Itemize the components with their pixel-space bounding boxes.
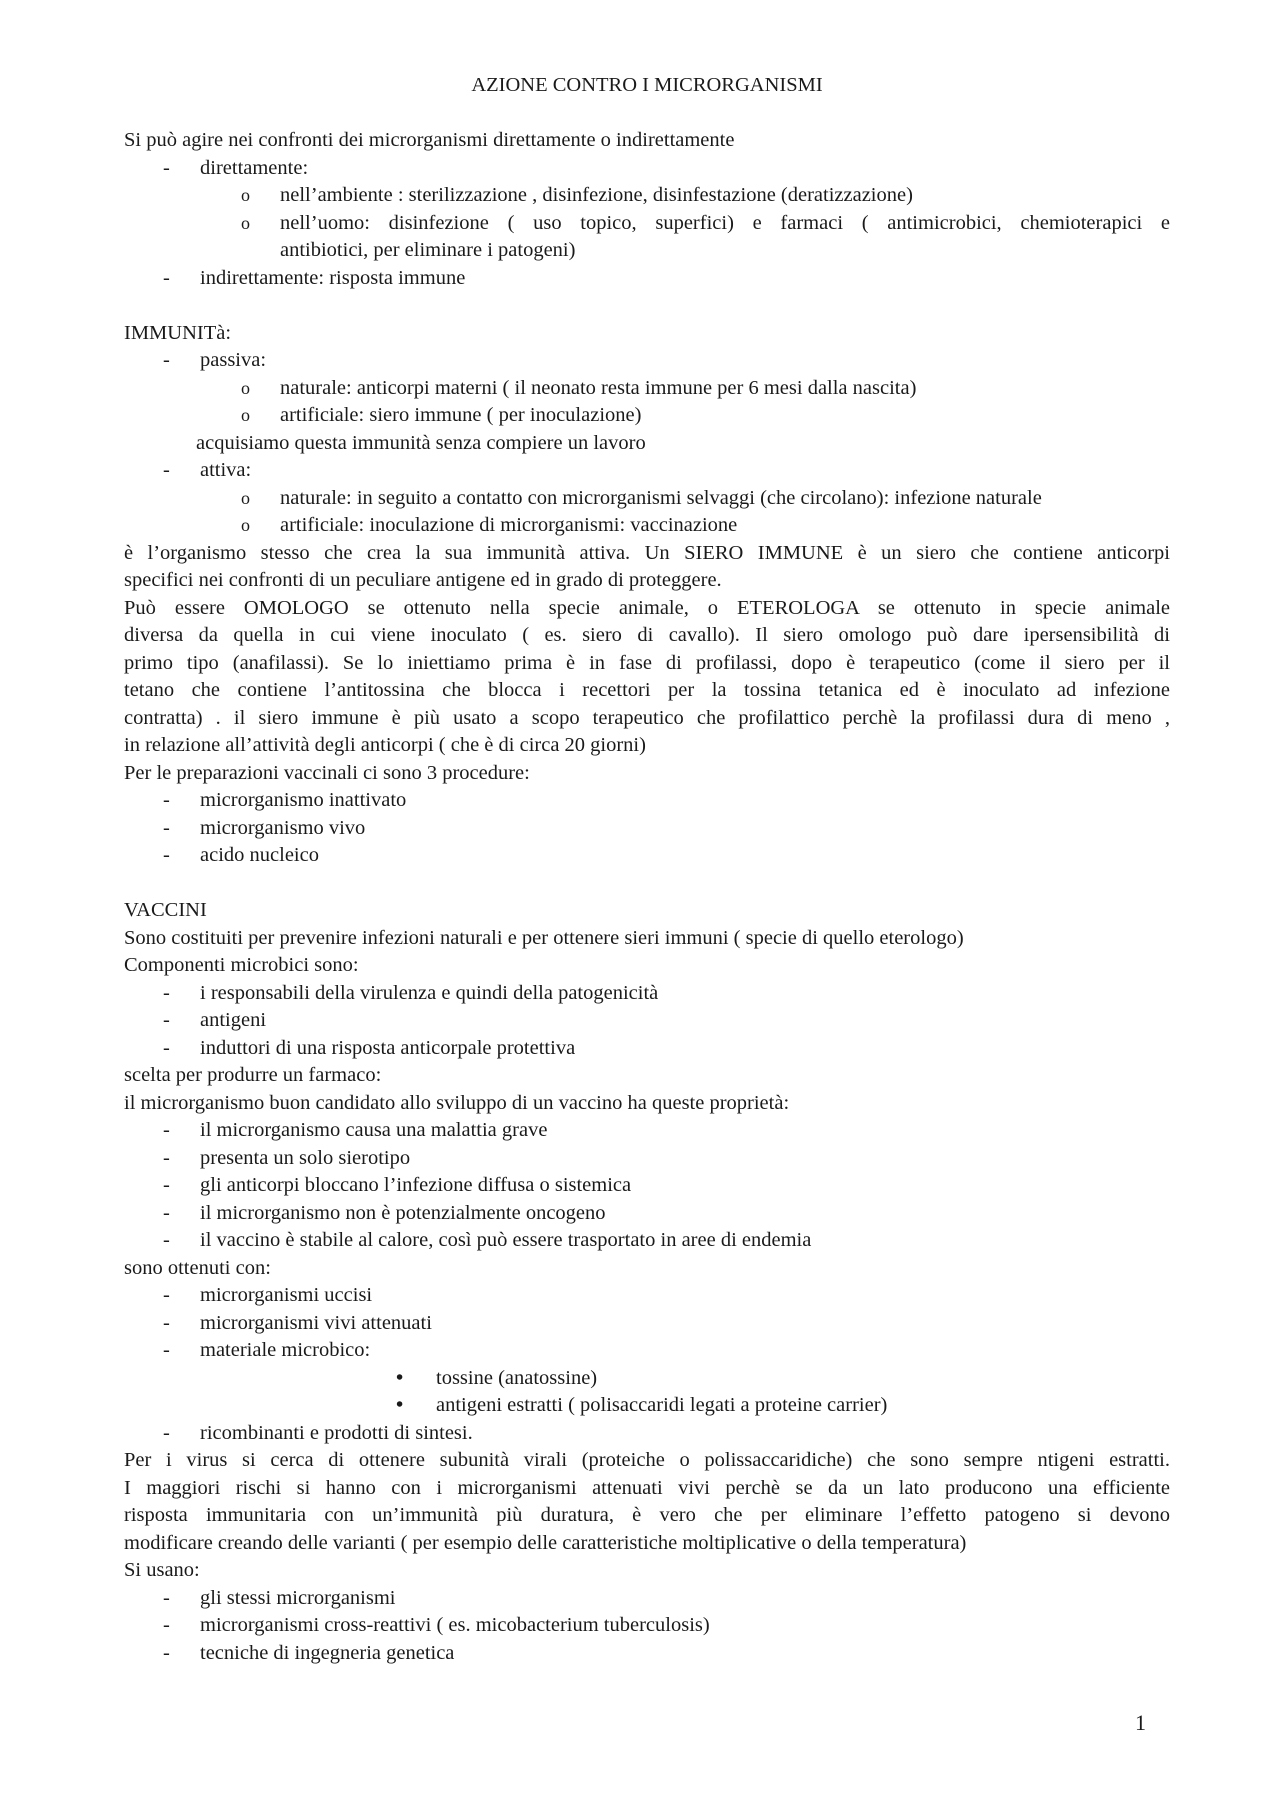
dash-marker: - — [163, 349, 170, 371]
paragraph-line: contratta) . il siero immune è più usato a scopo terapeutico che profilattico perchè la profilassi dura di meno , — [124, 706, 1170, 729]
circle-marker: o — [241, 515, 250, 535]
section-heading-immunita: IMMUNITà: — [124, 321, 232, 344]
list-item: - indirettamente: risposta immune — [124, 265, 1170, 293]
paragraph-line: diversa da quella in cui viene inoculato ( es. siero di cavallo). Il siero omologo può dare ipersensibilità di — [124, 624, 1170, 646]
list-item: - antigeni — [124, 1007, 1170, 1035]
list-item: - microrganismo inattivato — [124, 787, 1170, 815]
circle-marker: o — [241, 185, 250, 205]
dash-marker: - — [163, 981, 170, 1004]
dash-marker: - — [163, 459, 170, 481]
list-item: - il vaccino è stabile al calore, così può essere trasportato in aree di endemia — [124, 1227, 1170, 1255]
dash-marker: - — [163, 1009, 170, 1031]
paragraph-line: è l’organismo stesso che crea la sua immunità attiva. Un SIERO IMMUNE è un siero che contiene anticorpi — [124, 541, 1170, 564]
dash-marker: - — [163, 1284, 170, 1306]
dash-marker: - — [163, 1339, 170, 1361]
dash-marker: - — [163, 816, 170, 839]
dash-marker: - — [163, 156, 170, 179]
page-number: 1 — [1135, 1710, 1146, 1735]
circle-marker: o — [241, 405, 250, 425]
paragraph-line: Si usano: — [124, 1559, 200, 1581]
list-item: - acido nucleico — [124, 842, 1170, 870]
dash-marker: - — [163, 1201, 170, 1224]
dash-marker: - — [163, 1614, 170, 1636]
list-item: - presenta un solo sierotipo — [124, 1145, 1170, 1173]
paragraph-line: Può essere OMOLOGO se ottenuto nella specie animale, o ETEROLOGA se ottenuto in specie animale — [124, 596, 1170, 619]
paragraph-line: tetano che contiene l’antitossina che blocca i recettori per la tossina tetanica ed è inoculato ad infezione — [124, 679, 1170, 701]
dash-marker: - — [163, 1421, 170, 1444]
paragraph-line: in relazione all’attività degli anticorpi ( che è di circa 20 giorni) — [124, 734, 646, 756]
paragraph-line: Per i virus si cerca di ottenere subunità virali (proteiche o polissaccaridiche) che sono sempre ntigeni estratti. — [124, 1449, 1170, 1471]
list-item: - microrganismi cross-reattivi ( es. micobacterium tuberculosis) — [124, 1612, 1170, 1640]
list-item: o artificiale: inoculazione di microrganismi: vaccinazione — [124, 512, 1170, 540]
dash-marker: - — [163, 1036, 170, 1059]
dash-marker: - — [163, 1311, 170, 1334]
paragraph-line: Sono costituiti per prevenire infezioni naturali e per ottenere sieri immuni ( specie di quello eterologo) — [124, 926, 964, 949]
section-heading-vaccini: VACCINI — [124, 899, 207, 921]
list-item: o artificiale: siero immune ( per inoculazione) — [124, 402, 1170, 430]
paragraph-line: scelta per produrre un farmaco: — [124, 1064, 382, 1086]
dash-marker: - — [163, 266, 170, 289]
paragraph-line: sono ottenuti con: — [124, 1256, 271, 1279]
circle-marker: o — [241, 487, 250, 508]
paragraph-line: specifici nei confronti di un peculiare antigene ed in grado di proteggere. — [124, 569, 722, 591]
bullet-marker: • — [396, 1366, 404, 1389]
page-title: AZIONE CONTRO I MICRORGANISMI — [471, 74, 823, 96]
dash-marker: - — [163, 1174, 170, 1196]
paragraph-line: Per le preparazioni vaccinali ci sono 3 procedure: — [124, 761, 530, 784]
list-item: - tecniche di ingegneria genetica — [124, 1640, 1170, 1668]
paragraph-line: il microrganismo buon candidato allo sviluppo di un vaccino ha queste proprietà: — [124, 1091, 790, 1114]
list-item: o naturale: in seguito a contatto con microrganismi selvaggi (che circolano): infezione naturale — [124, 485, 1170, 513]
list-item: - materiale microbico: — [124, 1337, 1170, 1365]
list-item: • tossine (anatossine) — [124, 1365, 1170, 1393]
list-item: - gli stessi microrganismi — [124, 1585, 1170, 1613]
dash-marker: - — [163, 1229, 170, 1251]
list-item: o nell’uomo: disinfezione ( uso topico, superfici) e farmaci ( antimicrobici, chemioterapici e — [124, 210, 1170, 238]
paragraph-line: Componenti microbici sono: — [124, 954, 359, 976]
dash-marker: - — [163, 1119, 170, 1141]
list-item: • antigeni estratti ( polisaccaridi legati a proteine carrier) — [124, 1392, 1170, 1420]
list-item: - passiva: — [124, 347, 1170, 375]
dash-marker: - — [163, 789, 170, 811]
dash-marker: - — [163, 1586, 170, 1609]
intro-line: Si può agire nei confronti dei microrganismi direttamente o indirettamente — [124, 129, 735, 151]
list-item: - gli anticorpi bloccano l’infezione diffusa o sistemica — [124, 1172, 1170, 1200]
paragraph-line: modificare creando delle varianti ( per esempio delle caratteristiche moltiplicative o della temperatura) — [124, 1531, 967, 1554]
list-item: - il microrganismo non è potenzialmente oncogeno — [124, 1200, 1170, 1228]
dash-marker: - — [163, 844, 170, 866]
list-item: - induttori di una risposta anticorpale protettiva — [124, 1035, 1170, 1063]
list-item: - il microrganismo causa una malattia grave — [124, 1117, 1170, 1145]
list-item-continuation: antibiotici, per eliminare i patogeni) — [280, 239, 576, 261]
list-item: - ricombinanti e prodotti di sintesi. — [124, 1420, 1170, 1448]
list-item: - microrganismi vivi attenuati — [124, 1310, 1170, 1338]
dash-marker: - — [163, 1146, 170, 1169]
paragraph-line: primo tipo (anafilassi). Se lo iniettiamo prima è in fase di profilassi, dopo è terapeutico (come il siero per il — [124, 651, 1170, 674]
list-item: - direttamente: — [124, 155, 1170, 183]
bullet-marker: • — [396, 1394, 404, 1416]
paragraph-line: risposta immunitaria con un’immunità più duratura, è vero che per eliminare l’effetto patogeno si devono — [124, 1504, 1170, 1526]
dash-marker: - — [163, 1641, 170, 1664]
circle-marker: o — [241, 212, 250, 233]
circle-marker: o — [241, 377, 250, 398]
list-item: - i responsabili della virulenza e quindi della patogenicità — [124, 980, 1170, 1008]
page-content — [124, 72, 1170, 1667]
list-item: o naturale: anticorpi materni ( il neonato resta immune per 6 mesi dalla nascita) — [124, 375, 1170, 403]
list-item: - microrganismi uccisi — [124, 1282, 1170, 1310]
list-item: - attiva: — [124, 457, 1170, 485]
list-item: - microrganismo vivo — [124, 815, 1170, 843]
paragraph-line: I maggiori rischi si hanno con i microrganismi attenuati vivi perchè se da un lato producono una efficiente — [124, 1476, 1170, 1499]
passiva-note: acquisiamo questa immunità senza compiere un lavoro — [196, 431, 646, 454]
list-item: o nell’ambiente : sterilizzazione , disinfezione, disinfestazione (deratizzazione) — [124, 182, 1170, 210]
